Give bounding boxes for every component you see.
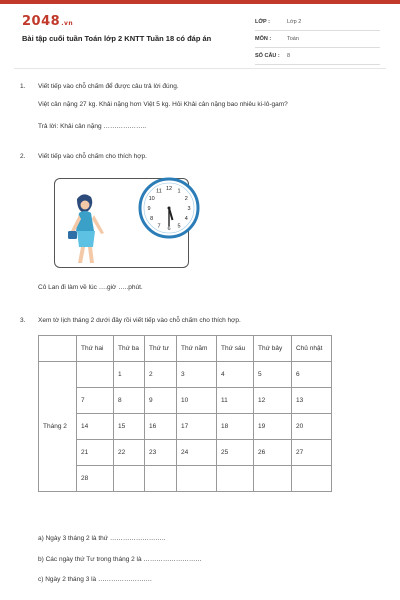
date-cell: 9	[145, 388, 177, 414]
problem-text: Việt cân nặng 27 kg. Khải nặng hơn Việt 5 kg. Hỏi Khải cân nặng bao nhiêu ki-lô-gam?	[38, 101, 288, 108]
date-cell: 19	[254, 414, 292, 440]
question-number: 3.	[20, 317, 26, 324]
date-cell: 27	[292, 440, 332, 466]
clock-face	[140, 179, 198, 237]
day-header: Thứ năm	[177, 336, 217, 362]
date-cell: 23	[145, 440, 177, 466]
date-cell: 28	[77, 466, 114, 492]
clock-numeral: 10	[148, 196, 155, 202]
clock-numeral: 11	[156, 188, 162, 195]
clock-numeral: 8	[150, 216, 154, 222]
date-cell	[177, 466, 217, 492]
answer-line: Cô Lan đi làm về lúc ….giờ …..phút.	[38, 284, 143, 291]
meta-label: MÔN :	[255, 36, 272, 42]
date-cell: 24	[177, 440, 217, 466]
date-cell: 18	[217, 414, 254, 440]
date-cell: 1	[114, 362, 145, 388]
table-row	[39, 440, 332, 466]
logo-suffix: .vn	[61, 20, 74, 27]
date-cell: 15	[114, 414, 145, 440]
subquestion-b: b) Các ngày thứ Tư trong tháng 2 là ………………………	[38, 556, 202, 563]
day-header: Chủ nhật	[292, 336, 332, 362]
day-header: Thứ ba	[114, 336, 145, 362]
date-cell	[254, 466, 292, 492]
date-cell	[77, 362, 114, 388]
date-cell: 11	[217, 388, 254, 414]
table-row	[39, 414, 332, 440]
meta-row-class	[255, 14, 380, 31]
question-number: 2.	[20, 153, 26, 160]
document-title: Bài tập cuối tuần Toán lớp 2 KNTT Tuần 18 có đáp án	[22, 34, 212, 43]
question-prompt: Viết tiếp vào chỗ chấm cho thích hợp.	[38, 153, 147, 160]
date-cell: 7	[77, 388, 114, 414]
date-cell: 5	[254, 362, 292, 388]
date-cell: 3	[177, 362, 217, 388]
clock-numeral: 2	[184, 196, 188, 202]
date-cell: 10	[177, 388, 217, 414]
header-divider	[14, 68, 386, 69]
date-cell: 12	[254, 388, 292, 414]
day-header: Thứ hai	[77, 336, 114, 362]
date-cell: 20	[292, 414, 332, 440]
date-cell: 26	[254, 440, 292, 466]
site-logo[interactable]	[22, 14, 73, 29]
question-number: 1.	[20, 83, 26, 90]
meta-row-subject	[255, 31, 380, 48]
date-cell: 16	[145, 414, 177, 440]
question-prompt: Xem tờ lịch tháng 2 dưới đây rồi viết tiếp vào chỗ chấm cho thích hợp.	[38, 317, 241, 324]
day-header: Thứ tư	[145, 336, 177, 362]
day-header: Thứ bảy	[254, 336, 292, 362]
date-cell: 14	[77, 414, 114, 440]
day-header: Thứ sáu	[217, 336, 254, 362]
date-cell: 22	[114, 440, 145, 466]
clock-numeral: 9	[147, 206, 151, 212]
date-cell	[145, 466, 177, 492]
table-row	[39, 466, 332, 492]
subquestion-a: a) Ngày 3 tháng 2 là thứ ……………………..	[38, 535, 166, 542]
logo-text: 2048	[22, 14, 61, 29]
table-cell	[39, 336, 77, 362]
clock-illustration	[54, 178, 189, 268]
table-row	[39, 388, 332, 414]
woman-figure	[68, 194, 104, 263]
meta-label: LỚP :	[255, 19, 270, 25]
meta-panel	[255, 14, 380, 65]
date-cell: 13	[292, 388, 332, 414]
top-accent-bar	[0, 0, 400, 4]
illustration-svg	[55, 179, 191, 267]
question-prompt: Viết tiếp vào chỗ chấm để được câu trả lời đúng.	[38, 83, 179, 90]
date-cell	[114, 466, 145, 492]
month-label: Tháng 2	[39, 362, 77, 492]
date-cell	[292, 466, 332, 492]
clock-numeral: 12	[165, 186, 173, 192]
date-cell: 2	[145, 362, 177, 388]
clock-numeral: 6	[167, 226, 171, 232]
date-cell: 17	[177, 414, 217, 440]
meta-label: SỐ CÂU :	[255, 53, 280, 59]
date-cell: 25	[217, 440, 254, 466]
table-header-row	[39, 336, 332, 362]
meta-value: Toán	[287, 36, 299, 42]
date-cell: 6	[292, 362, 332, 388]
meta-value: 8	[287, 53, 291, 59]
clock-numeral: 4	[184, 216, 188, 222]
table-row	[39, 362, 332, 388]
clock-numeral: 1	[177, 188, 181, 195]
calendar-table	[38, 335, 332, 492]
clock-numeral: 3	[187, 206, 191, 212]
date-cell: 8	[114, 388, 145, 414]
meta-value: Lớp 2	[287, 19, 302, 25]
date-cell: 21	[77, 440, 114, 466]
date-cell: 4	[217, 362, 254, 388]
meta-row-count	[255, 48, 380, 65]
clock-numeral: 5	[177, 223, 181, 230]
clock-numeral: 7	[157, 223, 161, 230]
subquestion-c: c) Ngày 2 tháng 3 là …………………….	[38, 576, 152, 583]
date-cell	[217, 466, 254, 492]
answer-line: Trả lời: Khải cân nặng ………………..	[38, 123, 147, 130]
